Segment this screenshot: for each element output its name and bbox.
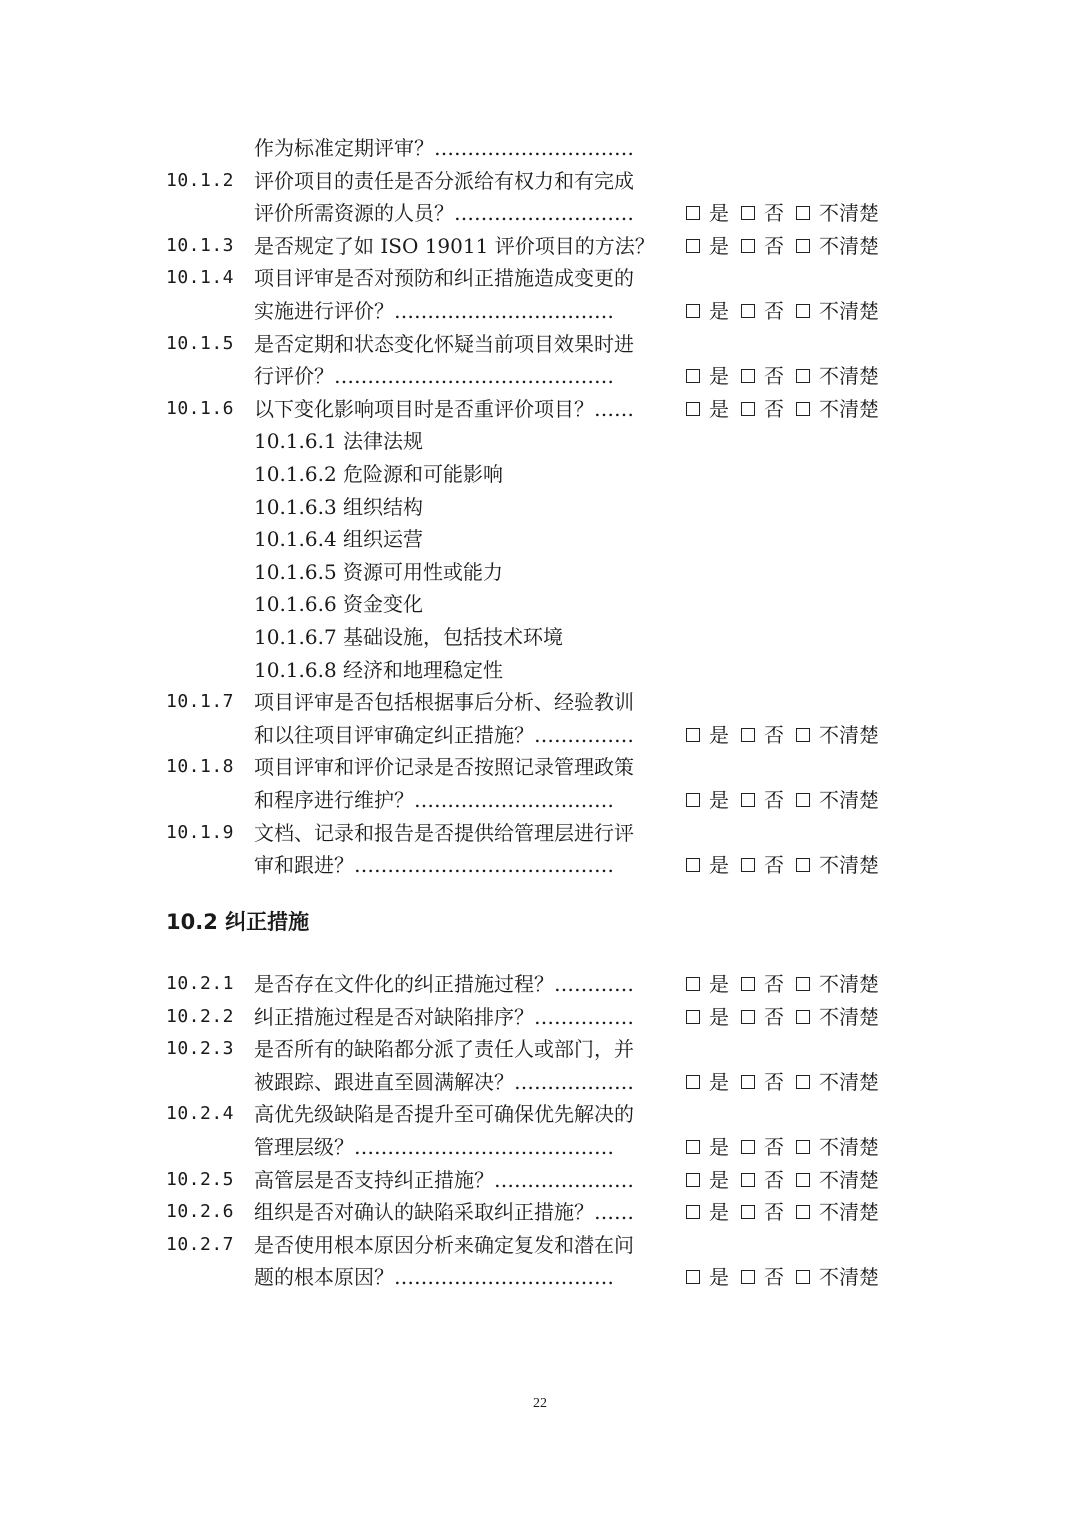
option-label-no: 否 — [764, 1167, 784, 1192]
item-question: 是否规定了如 ISO 19011 评价项目的方法？ — [254, 233, 655, 258]
checkbox-yes[interactable] — [686, 728, 700, 742]
option-label-unsure: 不清楚 — [819, 299, 879, 323]
checkbox-no[interactable] — [741, 1010, 755, 1024]
item-question: 文档、记录和报告是否提供给管理层进行评 — [254, 820, 634, 845]
item-question: 高管层是否支持纠正措施？………………… — [254, 1167, 634, 1192]
item-number: 10.1.5 — [166, 332, 235, 354]
option-unsure[interactable] — [796, 360, 879, 392]
item-number: 10.1.7 — [166, 691, 235, 713]
checkbox-unsure[interactable] — [796, 1075, 810, 1089]
option-label-yes: 是 — [709, 722, 729, 747]
item-number: 10.2.6 — [166, 1201, 235, 1223]
option-label-no: 否 — [764, 1135, 784, 1159]
checklist-row — [0, 523, 1080, 555]
item-number: 10.2.5 — [166, 1168, 235, 1190]
checklist-row — [0, 556, 1080, 588]
option-unsure[interactable] — [796, 1066, 879, 1098]
option-label-yes: 是 — [709, 1069, 729, 1094]
answer-options — [686, 1131, 891, 1163]
item-number: 10.1.4 — [166, 267, 235, 289]
option-yes[interactable] — [686, 393, 729, 425]
item-question: 项目评审是否对预防和纠正措施造成变更的 — [254, 266, 634, 291]
checkbox-yes[interactable] — [686, 239, 700, 253]
option-yes[interactable] — [686, 968, 729, 1000]
checkbox-yes[interactable] — [686, 1173, 700, 1187]
answer-options — [686, 393, 891, 425]
checkbox-yes[interactable] — [686, 402, 700, 416]
item-number: 10.2.1 — [166, 973, 235, 994]
answer-options — [686, 1066, 891, 1098]
option-label-no: 否 — [764, 972, 784, 996]
option-no[interactable] — [741, 1066, 784, 1098]
checkbox-unsure[interactable] — [796, 239, 810, 253]
option-label-unsure: 不清楚 — [819, 722, 879, 747]
option-yes[interactable] — [686, 295, 729, 327]
answer-options — [686, 1164, 891, 1196]
checklist-row — [0, 654, 1080, 686]
checklist-row — [0, 425, 1080, 457]
item-question: 是否所有的缺陷都分派了责任人或部门，并 — [254, 1037, 634, 1062]
item-question: 高优先级缺陷是否提升至可确保优先解决的 — [254, 1102, 634, 1127]
option-label-no: 否 — [764, 299, 784, 323]
option-unsure[interactable] — [796, 1164, 879, 1196]
checklist-row — [0, 491, 1080, 523]
item-question: 10.1.6.5 资源可用性或能力 — [254, 559, 504, 584]
checkbox-unsure[interactable] — [796, 1010, 810, 1024]
option-yes[interactable] — [686, 197, 729, 229]
item-number: 10.1.9 — [166, 821, 235, 843]
answer-options — [686, 1196, 891, 1228]
item-number: 10.1.6 — [166, 397, 235, 419]
checkbox-no[interactable] — [741, 1270, 755, 1284]
option-unsure[interactable] — [796, 968, 879, 1000]
checklist-row — [0, 1229, 1080, 1261]
option-yes[interactable] — [686, 784, 729, 816]
option-no[interactable] — [741, 1164, 784, 1196]
option-yes[interactable] — [686, 1066, 729, 1098]
option-yes[interactable] — [686, 1001, 729, 1033]
item-question: 是否使用根本原因分析来确定复发和潜在问 — [254, 1232, 634, 1257]
option-label-no: 否 — [764, 201, 784, 226]
option-label-unsure: 不清楚 — [819, 364, 879, 389]
option-no[interactable] — [741, 719, 784, 751]
option-label-yes: 是 — [709, 1265, 729, 1290]
option-label-yes: 是 — [709, 1167, 729, 1192]
option-label-no: 否 — [764, 853, 784, 878]
option-label-no: 否 — [764, 1200, 784, 1225]
checkbox-yes[interactable] — [686, 1010, 700, 1024]
option-no[interactable] — [741, 849, 784, 881]
item-question: 10.1.6.1 法律法规 — [254, 429, 424, 454]
answer-options — [686, 849, 891, 881]
checkbox-unsure[interactable] — [796, 977, 810, 991]
checklist-row — [0, 621, 1080, 653]
option-label-unsure: 不清楚 — [819, 396, 879, 421]
checklist-row — [0, 817, 1080, 849]
answer-options — [686, 784, 891, 816]
checkbox-yes[interactable] — [686, 793, 700, 807]
option-unsure[interactable] — [796, 1196, 879, 1228]
item-question: 和以往项目评审确定纠正措施？…………… — [254, 722, 634, 747]
checklist-row — [0, 393, 1080, 425]
option-label-unsure: 不清楚 — [819, 233, 879, 258]
item-question: 项目评审和评价记录是否按照记录管理政策 — [254, 755, 634, 780]
option-label-yes: 是 — [709, 1135, 729, 1159]
answer-options — [686, 719, 891, 751]
checklist-row — [0, 1066, 1080, 1098]
checkbox-yes[interactable] — [686, 206, 700, 220]
checklist-row — [0, 1098, 1080, 1130]
item-question: 10.1.6.6 资金变化 — [254, 592, 424, 617]
option-no[interactable] — [741, 295, 784, 327]
checklist-row — [0, 1001, 1080, 1033]
option-no[interactable] — [741, 1131, 784, 1163]
option-unsure[interactable] — [796, 1131, 879, 1163]
option-label-unsure: 不清楚 — [819, 788, 879, 812]
checkbox-yes[interactable] — [686, 304, 700, 318]
item-question: 10.1.6.4 组织运营 — [254, 527, 424, 552]
option-no[interactable] — [741, 1001, 784, 1033]
item-question: 10.1.6.7 基础设施，包括技术环境 — [254, 625, 564, 649]
checkbox-unsure[interactable] — [796, 206, 810, 220]
option-unsure[interactable] — [796, 1001, 879, 1033]
checkbox-no[interactable] — [741, 1075, 755, 1089]
option-no[interactable] — [741, 784, 784, 816]
option-yes[interactable] — [686, 1196, 729, 1228]
checklist-row — [0, 262, 1080, 294]
checklist-row — [0, 849, 1080, 881]
option-label-no: 否 — [764, 788, 784, 812]
checkbox-unsure[interactable] — [796, 304, 810, 318]
item-number: 10.1.2 — [166, 169, 235, 191]
item-question: 项目评审是否包括根据事后分析、经验教训 — [254, 690, 634, 715]
checklist-row — [0, 719, 1080, 751]
option-label-yes: 是 — [709, 364, 729, 389]
option-label-unsure: 不清楚 — [819, 972, 879, 996]
checklist-row — [0, 784, 1080, 816]
option-label-unsure: 不清楚 — [819, 853, 879, 878]
option-yes[interactable] — [686, 1131, 729, 1163]
checkbox-unsure[interactable] — [796, 1140, 810, 1154]
checkbox-no[interactable] — [741, 206, 755, 220]
option-label-no: 否 — [764, 1265, 784, 1290]
answer-options — [686, 1001, 891, 1033]
answer-options — [686, 360, 891, 392]
checkbox-no[interactable] — [741, 793, 755, 807]
checkbox-unsure[interactable] — [796, 1270, 810, 1284]
checkbox-no[interactable] — [741, 402, 755, 416]
checkbox-no[interactable] — [741, 728, 755, 742]
option-unsure[interactable] — [796, 295, 879, 327]
item-question: 和程序进行维护？………………………… — [254, 788, 614, 812]
option-label-yes: 是 — [709, 1200, 729, 1225]
item-question: 管理层级？………………………………… — [254, 1135, 614, 1159]
option-label-unsure: 不清楚 — [819, 201, 879, 226]
item-question: 以下变化影响项目时是否重评价项目？…… — [254, 396, 634, 421]
option-label-no: 否 — [764, 396, 784, 421]
item-number: 10.2.7 — [166, 1233, 235, 1255]
checkbox-yes[interactable] — [686, 369, 700, 383]
option-unsure[interactable] — [796, 1261, 879, 1293]
checkbox-no[interactable] — [741, 239, 755, 253]
checklist-row — [0, 165, 1080, 197]
item-question: 评价项目的责任是否分派给有权力和有完成 — [254, 168, 634, 193]
checklist-row — [0, 751, 1080, 783]
option-label-yes: 是 — [709, 788, 729, 812]
checkbox-yes[interactable] — [686, 858, 700, 872]
checklist-row — [0, 132, 1080, 164]
item-question: 10.1.6.3 组织结构 — [254, 494, 424, 519]
checkbox-no[interactable] — [741, 369, 755, 383]
checkbox-yes[interactable] — [686, 1205, 700, 1219]
item-question: 作为标准定期评审？………………………… — [254, 136, 634, 160]
page-number: 22 — [533, 1396, 547, 1411]
checklist-row — [0, 197, 1080, 229]
option-unsure[interactable] — [796, 849, 879, 881]
checklist-row — [0, 588, 1080, 620]
option-label-unsure: 不清楚 — [819, 1200, 879, 1225]
item-question: 题的根本原因？…………………………… — [254, 1265, 614, 1290]
item-question: 评价所需资源的人员？……………………… — [254, 201, 634, 226]
checkbox-unsure[interactable] — [796, 402, 810, 416]
checkbox-no[interactable] — [741, 858, 755, 872]
checklist-row — [0, 968, 1080, 1000]
option-no[interactable] — [741, 197, 784, 229]
checkbox-no[interactable] — [741, 304, 755, 318]
checkbox-yes[interactable] — [686, 1140, 700, 1154]
checklist-row — [0, 1164, 1080, 1196]
checkbox-unsure[interactable] — [796, 1205, 810, 1219]
checklist-row — [0, 328, 1080, 360]
item-question: 组织是否对确认的缺陷采取纠正措施？…… — [254, 1200, 634, 1225]
option-label-yes: 是 — [709, 1004, 729, 1029]
item-number: 10.1.8 — [166, 756, 235, 778]
option-unsure[interactable] — [796, 197, 879, 229]
item-question: 被跟踪、跟进直至圆满解决？……………… — [254, 1069, 634, 1094]
item-question: 10.1.6.8 经济和地理稳定性 — [254, 657, 504, 682]
option-label-no: 否 — [764, 722, 784, 747]
item-number: 10.2.3 — [166, 1038, 235, 1060]
checkbox-unsure[interactable] — [796, 728, 810, 742]
item-number: 10.2.4 — [166, 1103, 235, 1125]
checkbox-no[interactable] — [741, 977, 755, 991]
option-label-unsure: 不清楚 — [819, 1069, 879, 1094]
section-title-10-2: 10.2 纠正措施 — [166, 910, 310, 934]
item-number: 10.2.2 — [166, 1005, 235, 1027]
option-yes[interactable] — [686, 849, 729, 881]
checklist-row — [0, 360, 1080, 392]
option-unsure[interactable] — [796, 784, 879, 816]
option-yes[interactable] — [686, 719, 729, 751]
option-no[interactable] — [741, 393, 784, 425]
checklist-row — [0, 1033, 1080, 1065]
item-question: 是否存在文件化的纠正措施过程？………… — [254, 972, 634, 996]
checkbox-unsure[interactable] — [796, 1173, 810, 1187]
option-no[interactable] — [741, 360, 784, 392]
answer-options — [686, 1261, 891, 1293]
item-number: 10.1.3 — [166, 234, 235, 256]
item-question: 10.1.6.2 危险源和可能影响 — [254, 462, 504, 486]
option-no[interactable] — [741, 968, 784, 1000]
checklist-row — [0, 458, 1080, 490]
option-no[interactable] — [741, 230, 784, 262]
checklist-row — [0, 1196, 1080, 1228]
item-question: 实施进行评价？…………………………… — [254, 299, 614, 323]
checkbox-no[interactable] — [741, 1173, 755, 1187]
checkbox-yes[interactable] — [686, 977, 700, 991]
option-label-no: 否 — [764, 1069, 784, 1094]
option-unsure[interactable] — [796, 393, 879, 425]
checkbox-no[interactable] — [741, 1205, 755, 1219]
checkbox-unsure[interactable] — [796, 858, 810, 872]
answer-options — [686, 197, 891, 229]
option-label-no: 否 — [764, 364, 784, 389]
option-label-unsure: 不清楚 — [819, 1135, 879, 1159]
option-no[interactable] — [741, 1196, 784, 1228]
option-label-no: 否 — [764, 233, 784, 258]
option-label-no: 否 — [764, 1004, 784, 1029]
option-label-unsure: 不清楚 — [819, 1167, 879, 1192]
checklist-row — [0, 230, 1080, 262]
answer-options — [686, 230, 891, 262]
option-unsure[interactable] — [796, 230, 879, 262]
item-question: 行评价？…………………………………… — [254, 364, 614, 389]
checklist-row — [0, 686, 1080, 718]
answer-options — [686, 968, 891, 1000]
option-no[interactable] — [741, 1261, 784, 1293]
option-label-yes: 是 — [709, 853, 729, 878]
checkbox-no[interactable] — [741, 1140, 755, 1154]
option-unsure[interactable] — [796, 719, 879, 751]
option-label-yes: 是 — [709, 972, 729, 996]
checklist-row — [0, 1261, 1080, 1293]
checkbox-yes[interactable] — [686, 1075, 700, 1089]
checklist-row — [0, 1131, 1080, 1163]
option-label-unsure: 不清楚 — [819, 1004, 879, 1029]
item-question: 纠正措施过程是否对缺陷排序？…………… — [254, 1004, 634, 1029]
checklist-row — [0, 295, 1080, 327]
option-label-yes: 是 — [709, 396, 729, 421]
option-label-yes: 是 — [709, 299, 729, 323]
answer-options — [686, 295, 891, 327]
option-yes[interactable] — [686, 360, 729, 392]
option-yes[interactable] — [686, 1261, 729, 1293]
option-yes[interactable] — [686, 1164, 729, 1196]
checkbox-yes[interactable] — [686, 1270, 700, 1284]
option-label-yes: 是 — [709, 201, 729, 226]
option-yes[interactable] — [686, 230, 729, 262]
item-question: 是否定期和状态变化怀疑当前项目效果时进 — [254, 331, 634, 356]
option-label-unsure: 不清楚 — [819, 1265, 879, 1290]
checkbox-unsure[interactable] — [796, 793, 810, 807]
item-question: 审和跟进？………………………………… — [254, 853, 614, 878]
checkbox-unsure[interactable] — [796, 369, 810, 383]
option-label-yes: 是 — [709, 233, 729, 258]
